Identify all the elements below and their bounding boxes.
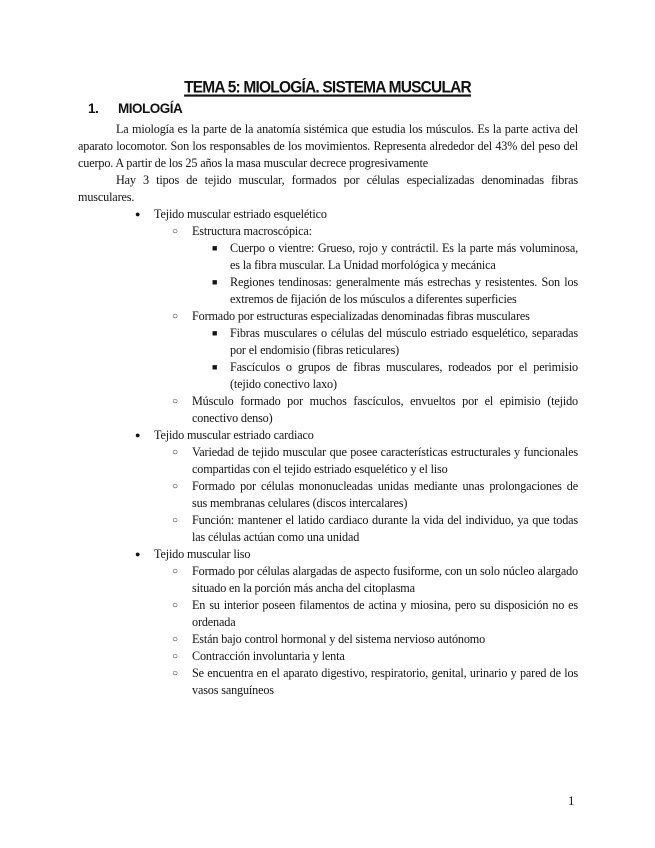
list-item — [212, 274, 578, 308]
bullet-circle-icon: ○ — [172, 651, 178, 662]
list-item — [212, 359, 578, 393]
list-item-text: Formado por células alargadas de aspecto fusiforme, con un solo núcleo alargado situado en la porción más ancha del citoplasma — [192, 564, 578, 595]
document-title: TEMA 5: MIOLOGÍA. SISTEMA MUSCULAR — [184, 78, 471, 97]
bullet-circle-icon: ○ — [172, 226, 178, 237]
list-item — [172, 223, 578, 240]
tissue-item-smooth — [135, 546, 578, 563]
list-item-text: Fibras musculares o células del músculo estriado esquelético, separadas por el endomisio (fibras reticulares) — [230, 326, 578, 357]
bullet-circle-icon: ○ — [172, 668, 178, 679]
bullet-circle-icon: ○ — [172, 566, 178, 577]
list-item-text: Variedad de tejido muscular que posee características estructurales y funcionales compartidas con el tejido estriado esquelético y el liso — [192, 445, 578, 476]
bullet-square-icon: ■ — [212, 277, 218, 287]
list-item — [172, 512, 578, 546]
list-item — [172, 444, 578, 478]
list-item — [172, 597, 578, 631]
list-item-text: Músculo formado por muchos fascículos, envueltos por el epimisio (tejido conectivo denso) — [192, 394, 578, 425]
list-item-text: Se encuentra en el aparato digestivo, respiratorio, genital, urinario y pared de los vasos sanguíneos — [192, 666, 578, 697]
section-number: 1. — [88, 101, 99, 116]
list-item — [212, 240, 578, 274]
list-item — [172, 665, 578, 699]
page-number: 1 — [568, 793, 575, 808]
list-item — [172, 308, 578, 325]
list-item-text: Regiones tendinosas: generalmente más estrechas y resistentes. Son los extremos de fijación de los músculos a diferentes superficies — [230, 275, 578, 306]
bullet-circle-icon: ○ — [172, 447, 178, 458]
bullet-circle-icon: ○ — [172, 481, 178, 492]
bullet-disc-icon: ● — [135, 549, 141, 559]
tissue-label: Tejido muscular estriado cardiaco — [154, 428, 314, 442]
tissue-label: Tejido muscular liso — [154, 547, 251, 561]
list-item-text: Contracción involuntaria y lenta — [192, 649, 345, 663]
bullet-circle-icon: ○ — [172, 600, 178, 611]
bullet-circle-icon: ○ — [172, 311, 178, 322]
document-body — [78, 121, 578, 699]
bullet-square-icon: ■ — [212, 328, 218, 338]
list-item-text: En su interior poseen filamentos de actina y miosina, pero su disposición no es ordenada — [192, 598, 578, 629]
bullet-circle-icon: ○ — [172, 396, 178, 407]
list-item — [172, 631, 578, 648]
tissue-item-cardiac — [135, 427, 578, 444]
bullet-disc-icon: ● — [135, 430, 141, 440]
tissue-item-skeletal — [135, 206, 578, 223]
list-item-text: Formado por estructuras especializadas denominadas fibras musculares — [192, 309, 530, 323]
list-item — [172, 648, 578, 665]
tissue-label: Tejido muscular estriado esquelético — [154, 207, 327, 221]
list-item-text: Cuerpo o vientre: Grueso, rojo y contráctil. Es la parte más voluminosa, es la fibra muscular. La Unidad morfológica y mecánica — [230, 241, 578, 272]
intro-paragraph: La miología es la parte de la anatomía sistémica que estudia los músculos. Es la parte activa del aparato locomotor. Son los responsables de los movimientos. Representa alrededor del 43% del peso del cuerpo. A partir de los 25 años la masa muscular decrece progresivamente — [78, 122, 578, 170]
bullet-circle-icon: ○ — [172, 634, 178, 645]
list-item — [172, 478, 578, 512]
list-item — [172, 563, 578, 597]
section-title: MIOLOGÍA — [118, 101, 183, 116]
section-heading — [88, 101, 182, 116]
list-item-text: Función: mantener el latido cardiaco durante la vida del individuo, ya que todas las células actúan como una unidad — [192, 513, 578, 544]
bullet-circle-icon: ○ — [172, 515, 178, 526]
tissue-list — [78, 206, 578, 699]
bullet-square-icon: ■ — [212, 362, 218, 372]
list-item-text: Están bajo control hormonal y del sistema nervioso autónomo — [192, 632, 486, 646]
list-item-text: Estructura macroscópica: — [192, 224, 312, 238]
bullet-disc-icon: ● — [135, 209, 141, 219]
list-item — [212, 325, 578, 359]
bullet-square-icon: ■ — [212, 243, 218, 253]
types-paragraph: Hay 3 tipos de tejido muscular, formados por células especializadas denominadas fibras musculares. — [78, 173, 578, 204]
list-item-text: Formado por células mononucleadas unidas mediante unas prolongaciones de sus membranas celulares (discos intercalares) — [192, 479, 578, 510]
list-item-text: Fascículos o grupos de fibras musculares, rodeados por el perimisio (tejido conectivo laxo) — [230, 360, 578, 391]
list-item — [172, 393, 578, 427]
